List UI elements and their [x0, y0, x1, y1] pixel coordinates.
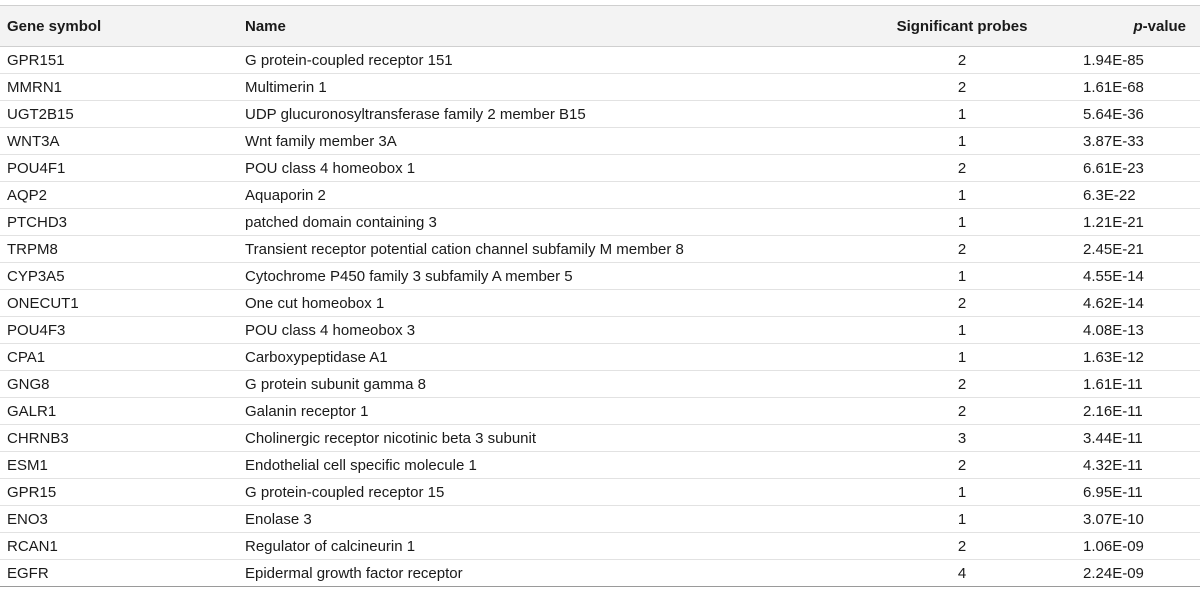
table-row: [0, 47, 1200, 74]
cell-p-value: 4.08E-13: [1080, 317, 1200, 344]
cell-p-value: 3.44E-11: [1080, 425, 1200, 452]
table-row: [0, 371, 1200, 398]
cell-significant-probes: 2: [844, 371, 1080, 398]
header-p-value-rest: -value: [1142, 17, 1186, 35]
cell-gene-symbol: GPR151: [0, 47, 240, 74]
table-row: [0, 101, 1200, 128]
cell-gene-symbol: RCAN1: [0, 533, 240, 560]
table-body: [0, 47, 1200, 587]
table-row: [0, 344, 1200, 371]
cell-gene-symbol: PTCHD3: [0, 209, 240, 236]
table-row: [0, 128, 1200, 155]
cell-gene-symbol: UGT2B15: [0, 101, 240, 128]
cell-significant-probes: 2: [844, 236, 1080, 263]
cell-p-value: 4.62E-14: [1080, 290, 1200, 317]
cell-gene-symbol: ENO3: [0, 506, 240, 533]
cell-gene-symbol: MMRN1: [0, 74, 240, 101]
header-p-value: [1080, 6, 1200, 47]
table-row: [0, 263, 1200, 290]
table-row: [0, 560, 1200, 587]
header-p-value-italic: p: [1133, 17, 1143, 35]
header-name: Name: [240, 6, 844, 47]
cell-name: Epidermal growth factor receptor: [240, 560, 844, 587]
cell-name: patched domain containing 3: [240, 209, 844, 236]
cell-p-value: 2.45E-21: [1080, 236, 1200, 263]
cell-gene-symbol: EGFR: [0, 560, 240, 587]
cell-significant-probes: 1: [844, 209, 1080, 236]
cell-p-value: 1.21E-21: [1080, 209, 1200, 236]
cell-significant-probes: 2: [844, 452, 1080, 479]
table-row: [0, 290, 1200, 317]
cell-p-value: 2.16E-11: [1080, 398, 1200, 425]
table-row: [0, 425, 1200, 452]
cell-p-value: 2.24E-09: [1080, 560, 1200, 587]
cell-significant-probes: 1: [844, 128, 1080, 155]
cell-gene-symbol: CHRNB3: [0, 425, 240, 452]
cell-p-value: 6.61E-23: [1080, 155, 1200, 182]
table-row: [0, 533, 1200, 560]
cell-gene-symbol: CYP3A5: [0, 263, 240, 290]
cell-significant-probes: 2: [844, 533, 1080, 560]
gene-table: [0, 5, 1200, 587]
cell-p-value: 6.3E-22: [1080, 182, 1200, 209]
table-row: [0, 317, 1200, 344]
cell-gene-symbol: GALR1: [0, 398, 240, 425]
cell-gene-symbol: WNT3A: [0, 128, 240, 155]
cell-significant-probes: 1: [844, 182, 1080, 209]
cell-significant-probes: 1: [844, 317, 1080, 344]
cell-significant-probes: 1: [844, 344, 1080, 371]
cell-significant-probes: 2: [844, 290, 1080, 317]
cell-name: Galanin receptor 1: [240, 398, 844, 425]
table-header: [0, 6, 1200, 47]
cell-significant-probes: 2: [844, 155, 1080, 182]
cell-name: G protein subunit gamma 8: [240, 371, 844, 398]
cell-gene-symbol: ESM1: [0, 452, 240, 479]
cell-gene-symbol: CPA1: [0, 344, 240, 371]
table-row: [0, 182, 1200, 209]
cell-name: Cholinergic receptor nicotinic beta 3 subunit: [240, 425, 844, 452]
cell-significant-probes: 3: [844, 425, 1080, 452]
table-row: [0, 479, 1200, 506]
cell-p-value: 1.06E-09: [1080, 533, 1200, 560]
cell-gene-symbol: POU4F1: [0, 155, 240, 182]
cell-p-value: 1.94E-85: [1080, 47, 1200, 74]
cell-name: Regulator of calcineurin 1: [240, 533, 844, 560]
cell-name: G protein-coupled receptor 151: [240, 47, 844, 74]
cell-gene-symbol: ONECUT1: [0, 290, 240, 317]
cell-gene-symbol: POU4F3: [0, 317, 240, 344]
cell-p-value: 3.87E-33: [1080, 128, 1200, 155]
cell-p-value: 3.07E-10: [1080, 506, 1200, 533]
table-row: [0, 236, 1200, 263]
cell-significant-probes: 1: [844, 263, 1080, 290]
cell-name: One cut homeobox 1: [240, 290, 844, 317]
table-row: [0, 452, 1200, 479]
cell-name: Enolase 3: [240, 506, 844, 533]
table-row: [0, 74, 1200, 101]
cell-significant-probes: 2: [844, 74, 1080, 101]
cell-significant-probes: 2: [844, 47, 1080, 74]
cell-name: Wnt family member 3A: [240, 128, 844, 155]
cell-gene-symbol: AQP2: [0, 182, 240, 209]
cell-p-value: 1.63E-12: [1080, 344, 1200, 371]
cell-gene-symbol: GNG8: [0, 371, 240, 398]
table-row: [0, 209, 1200, 236]
cell-name: Multimerin 1: [240, 74, 844, 101]
cell-name: POU class 4 homeobox 3: [240, 317, 844, 344]
cell-name: UDP glucuronosyltransferase family 2 member B15: [240, 101, 844, 128]
cell-name: G protein-coupled receptor 15: [240, 479, 844, 506]
cell-name: Cytochrome P450 family 3 subfamily A member 5: [240, 263, 844, 290]
cell-significant-probes: 1: [844, 101, 1080, 128]
cell-p-value: 5.64E-36: [1080, 101, 1200, 128]
cell-name: Endothelial cell specific molecule 1: [240, 452, 844, 479]
cell-name: Aquaporin 2: [240, 182, 844, 209]
table-row: [0, 506, 1200, 533]
cell-p-value: 1.61E-11: [1080, 371, 1200, 398]
cell-p-value: 4.32E-11: [1080, 452, 1200, 479]
cell-significant-probes: 1: [844, 479, 1080, 506]
table-row: [0, 155, 1200, 182]
cell-p-value: 6.95E-11: [1080, 479, 1200, 506]
cell-gene-symbol: GPR15: [0, 479, 240, 506]
header-gene-symbol: Gene symbol: [0, 6, 240, 47]
cell-name: Carboxypeptidase A1: [240, 344, 844, 371]
cell-significant-probes: 1: [844, 506, 1080, 533]
cell-p-value: 4.55E-14: [1080, 263, 1200, 290]
header-significant-probes: Significant probes: [844, 6, 1080, 47]
cell-name: POU class 4 homeobox 1: [240, 155, 844, 182]
table-row: [0, 398, 1200, 425]
cell-significant-probes: 4: [844, 560, 1080, 587]
cell-gene-symbol: TRPM8: [0, 236, 240, 263]
header-row: [0, 6, 1200, 47]
cell-name: Transient receptor potential cation channel subfamily M member 8: [240, 236, 844, 263]
cell-p-value: 1.61E-68: [1080, 74, 1200, 101]
cell-significant-probes: 2: [844, 398, 1080, 425]
